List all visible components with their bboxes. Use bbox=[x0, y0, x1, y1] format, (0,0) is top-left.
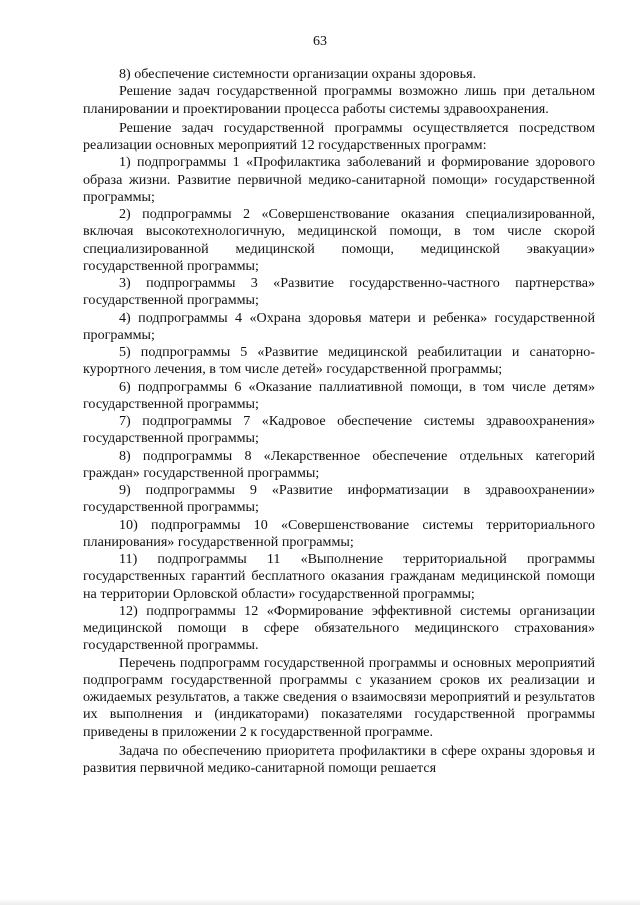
list-item-subprogram-9: 9) подпрограммы 9 «Развитие информатизации в здравоохранении» государственной программы; bbox=[83, 482, 595, 516]
list-item-subprogram-5: 5) подпрограммы 5 «Развитие медицинской реабилитации и санаторно-курортного лечения, в том числе детей» государственной программы; bbox=[83, 344, 595, 378]
paragraph-implementation-intro: Решение задач государственной программы осуществляется посредством реализации основных мероприятий 12 государственных программ: bbox=[83, 119, 595, 153]
list-item-subprogram-1: 1) подпрограммы 1 «Профилактика заболеваний и формирование здорового образа жизни. Развитие первичной медико-санитарной помощи» государственной программы; bbox=[83, 154, 595, 205]
list-item-subprogram-12: 12) подпрограммы 12 «Формирование эффективной системы организации медицинской помощи в сфере обязательного медицинского страхования» государственной программы. bbox=[83, 602, 595, 654]
document-body bbox=[83, 66, 595, 777]
list-item-subprogram-8: 8) подпрограммы 8 «Лекарственное обеспечение отдельных категорий граждан» государственной программы; bbox=[83, 447, 595, 481]
list-item-subprogram-4: 4) подпрограммы 4 «Охрана здоровья матери и ребенка» государственной программы; bbox=[83, 309, 595, 343]
paragraph-item-8-systemic-organization: 8) обеспечение системности организации охраны здоровья. bbox=[119, 66, 477, 82]
list-item-subprogram-3: 3) подпрограммы 3 «Развитие государственно-частного партнерства» государственной программы; bbox=[83, 275, 595, 309]
scan-edge-shadow bbox=[0, 899, 640, 905]
paragraph-planning: Решение задач государственной программы возможно лишь при детальном планировании и проектировании процесса работы системы здравоохранения. bbox=[83, 83, 595, 117]
page-number: 63 bbox=[313, 34, 327, 49]
list-item-subprogram-2: 2) подпрограммы 2 «Совершенствование оказания специализированной, включая высокотехнологичную, медицинской помощи, в том числе скорой специализированной медицинской помощи, медицинской эвакуации» государственной программы; bbox=[83, 206, 595, 274]
paragraph-prevention-task: Задача по обеспечению приоритета профилактики в сфере охраны здоровья и развития первичной медико-санитарной помощи решается bbox=[83, 742, 595, 776]
list-item-subprogram-6: 6) подпрограммы 6 «Оказание паллиативной помощи, в том числе детям» государственной программы; bbox=[83, 378, 595, 412]
paragraph-subprogram-list-reference: Перечень подпрограмм государственной программы и основных мероприятий подпрограмм государственной программы с указанием сроков их реализации и ожидаемых результатов, а также сведения о взаимосвязи мероприятий и результатов их выполнения и (индикаторами) показателями государственной программы приведены в приложении 2 к государственной программе. bbox=[83, 654, 595, 740]
list-item-subprogram-7: 7) подпрограммы 7 «Кадровое обеспечение системы здравоохранения» государственной программы; bbox=[83, 413, 595, 447]
list-item-subprogram-10: 10) подпрограммы 10 «Совершенствование системы территориального планирования» государственной программы; bbox=[83, 516, 595, 550]
list-item-subprogram-11: 11) подпрограммы 11 «Выполнение территориальной программы государственных гарантий бесплатного оказания гражданам медицинской помощи на территории Орловской области» государственной программы; bbox=[83, 551, 595, 602]
